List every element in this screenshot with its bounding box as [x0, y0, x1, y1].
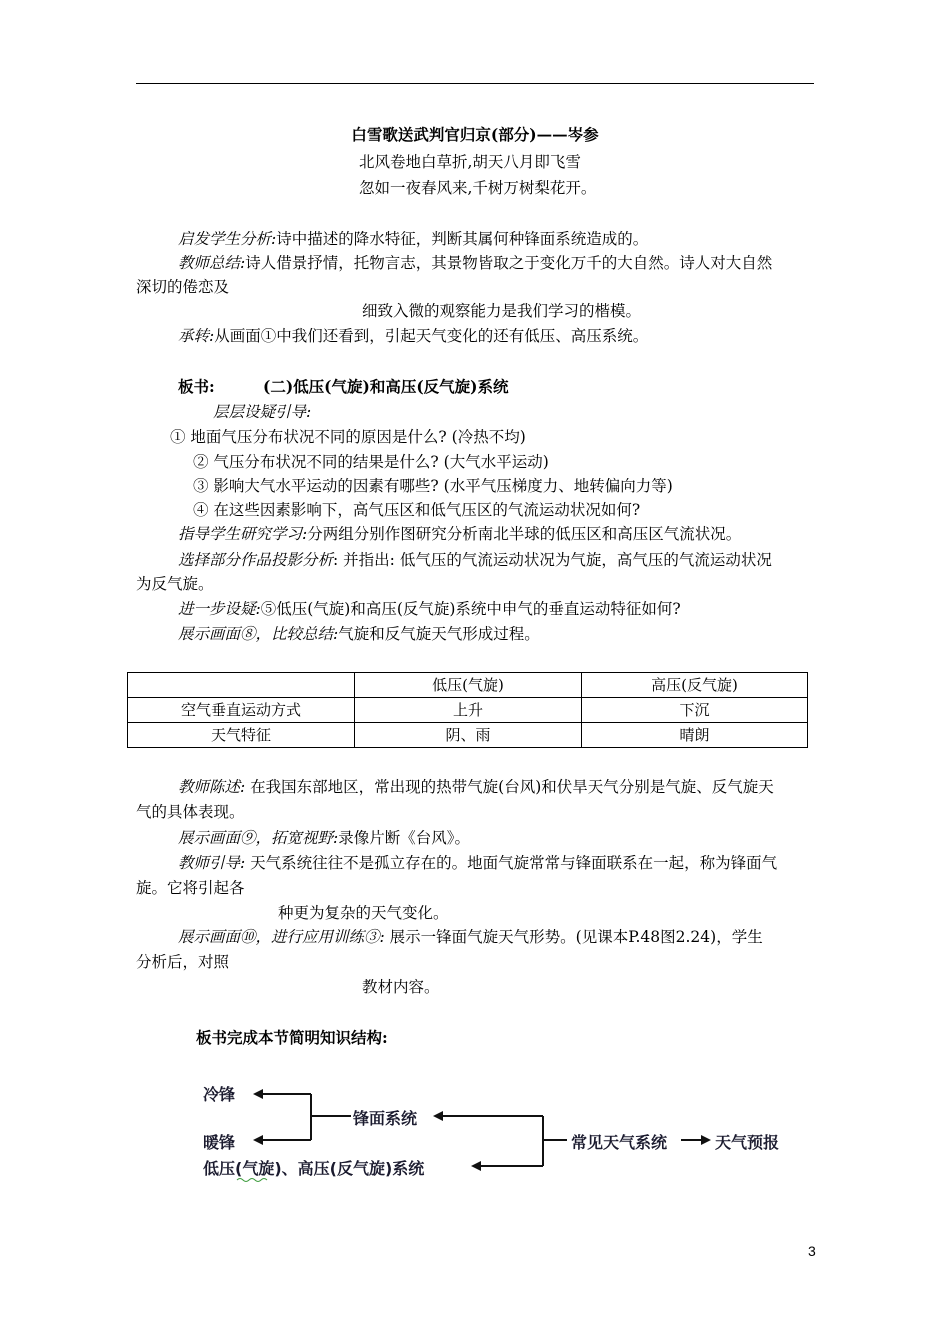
poem-line-1: 北风卷地白草折,胡天八月即飞雪 — [359, 153, 581, 171]
paragraph-continuation: 细致入微的观察能力是我们学习的楷模。 — [362, 302, 642, 320]
paragraph-application — [178, 926, 763, 948]
common-systems-label: 常见天气系统 — [571, 1133, 668, 1152]
paragraph-text: 诗人借景抒情，托物言志，其景物皆取之于变化万千的大自然。诗人对大自然 — [245, 254, 773, 272]
poem-title: 白雪歌送武判官归京(部分)——岑参 — [351, 125, 599, 144]
cold-front-label: 冷锋 — [203, 1085, 236, 1104]
paragraph-teacher-statement — [178, 776, 774, 798]
table-row — [128, 698, 808, 723]
paragraph-continuation: 分析后，对照 — [136, 953, 230, 971]
paragraph-video — [178, 827, 470, 849]
table-header-cell: 低压(气旋) — [355, 673, 582, 698]
paragraph-text: 在我国东部地区，常出现的热带气旋(台风)和伏旱天气分别是气旋、反气旋天 — [245, 778, 774, 796]
table-header-cell — [128, 673, 355, 698]
paragraph-projection — [178, 549, 772, 571]
guide-label: 层层设疑引导: — [213, 403, 312, 421]
paragraph-text: 分两组分别作图研究分析南北半球的低压区和高压区气流状况。 — [307, 525, 742, 543]
paragraph-label: 展示画面⑩，进行应用训练③: — [178, 928, 385, 946]
guide-question-4: ④ 在这些因素影响下，高气压区和低气压区的气流运动状况如何? — [193, 501, 641, 519]
pressure-system-label: 低压(气旋)、高压(反气旋)系统 — [203, 1159, 425, 1178]
table-cell: 晴朗 — [582, 723, 808, 748]
paragraph-text: 从画面①中我们还看到，引起天气变化的还有低压、高压系统。 — [214, 327, 649, 345]
paragraph-label: 教师引导: — [178, 854, 246, 872]
paragraph-label: 指导学生研究学习: — [178, 525, 308, 543]
front-system-label: 锋面系统 — [353, 1109, 418, 1128]
paragraph-label: 启发学生分析: — [178, 230, 277, 248]
knowledge-structure-diagram — [195, 1076, 815, 1186]
comparison-table — [127, 672, 808, 748]
paragraph-continuation: 旋。它将引起各 — [136, 879, 245, 897]
page-number: 3 — [808, 1243, 816, 1259]
warm-front-label: 暖锋 — [203, 1133, 236, 1152]
table-row — [128, 723, 808, 748]
paragraph-teacher-summary — [178, 252, 772, 274]
header-rule — [136, 83, 814, 84]
paragraph-continuation: 气的具体表现。 — [136, 803, 245, 821]
table-cell: 下沉 — [582, 698, 808, 723]
poem-line-2: 忽如一夜春风来,千树万树梨花开。 — [359, 179, 597, 197]
paragraph-label: 教师总结: — [178, 254, 246, 272]
table-header-row — [128, 673, 808, 698]
board-title: (二)低压(气旋)和高压(反气旋)系统 — [263, 377, 509, 396]
table-cell: 空气垂直运动方式 — [128, 698, 355, 723]
paragraph-research — [178, 523, 741, 545]
paragraph-label: 展示画面⑨，拓宽视野: — [178, 829, 339, 847]
paragraph-label: 教师陈述: — [178, 778, 246, 796]
paragraph-further-question — [178, 598, 681, 620]
board-label: 板书: — [178, 377, 215, 396]
paragraph-text: 天气系统往往不是孤立存在的。地面气旋常常与锋面联系在一起，称为锋面气 — [245, 854, 778, 872]
board-structure-title: 板书完成本节简明知识结构: — [196, 1028, 388, 1047]
paragraph-continuation: 深切的倦恋及 — [136, 278, 230, 296]
paragraph-compare — [178, 623, 540, 645]
paragraph-continuation: 教材内容。 — [362, 978, 440, 996]
paragraph-text: 气旋和反气旋天气形成过程。 — [338, 625, 540, 643]
guide-question-3: ③ 影响大气水平运动的因素有哪些? (水平气压梯度力、地转偏向力等) — [193, 477, 673, 495]
table-cell: 上升 — [355, 698, 582, 723]
paragraph-text: 诗中描述的降水特征，判断其属何种锋面系统造成的。 — [276, 230, 649, 248]
guide-question-1: ① 地面气压分布状况不同的原因是什么? (冷热不均) — [170, 428, 526, 446]
paragraph-text: ⑤低压(气旋)和高压(反气旋)系统中申气的垂直运动特征如何? — [260, 600, 681, 618]
paragraph-analysis — [178, 228, 648, 250]
table-cell: 阴、雨 — [355, 723, 582, 748]
table-cell: 天气特征 — [128, 723, 355, 748]
paragraph-continuation: 为反气旋。 — [136, 575, 214, 593]
paragraph-label: 选择部分作品投影分析 — [178, 551, 334, 569]
paragraph-continuation: 种更为复杂的天气变化。 — [278, 904, 449, 922]
paragraph-label: 进一步设疑: — [178, 600, 261, 618]
paragraph-text: : 并指出: 低气压的气流运动状况为气旋，高气压的气流运动状况 — [333, 551, 772, 569]
guide-question-2: ② 气压分布状况不同的结果是什么? (大气水平运动) — [193, 453, 549, 471]
paragraph-teacher-guide — [178, 852, 777, 874]
table-header-cell: 高压(反气旋) — [582, 673, 808, 698]
paragraph-label: 展示画面⑧，比较总结: — [178, 625, 339, 643]
paragraph-transition — [178, 325, 648, 347]
paragraph-label: 承转: — [178, 327, 215, 345]
paragraph-text: 录像片断《台风》。 — [338, 829, 470, 847]
paragraph-text: 展示一锋面气旋天气形势。(见课本P.48图2.24)，学生 — [384, 928, 763, 946]
forecast-label: 天气预报 — [715, 1133, 780, 1152]
